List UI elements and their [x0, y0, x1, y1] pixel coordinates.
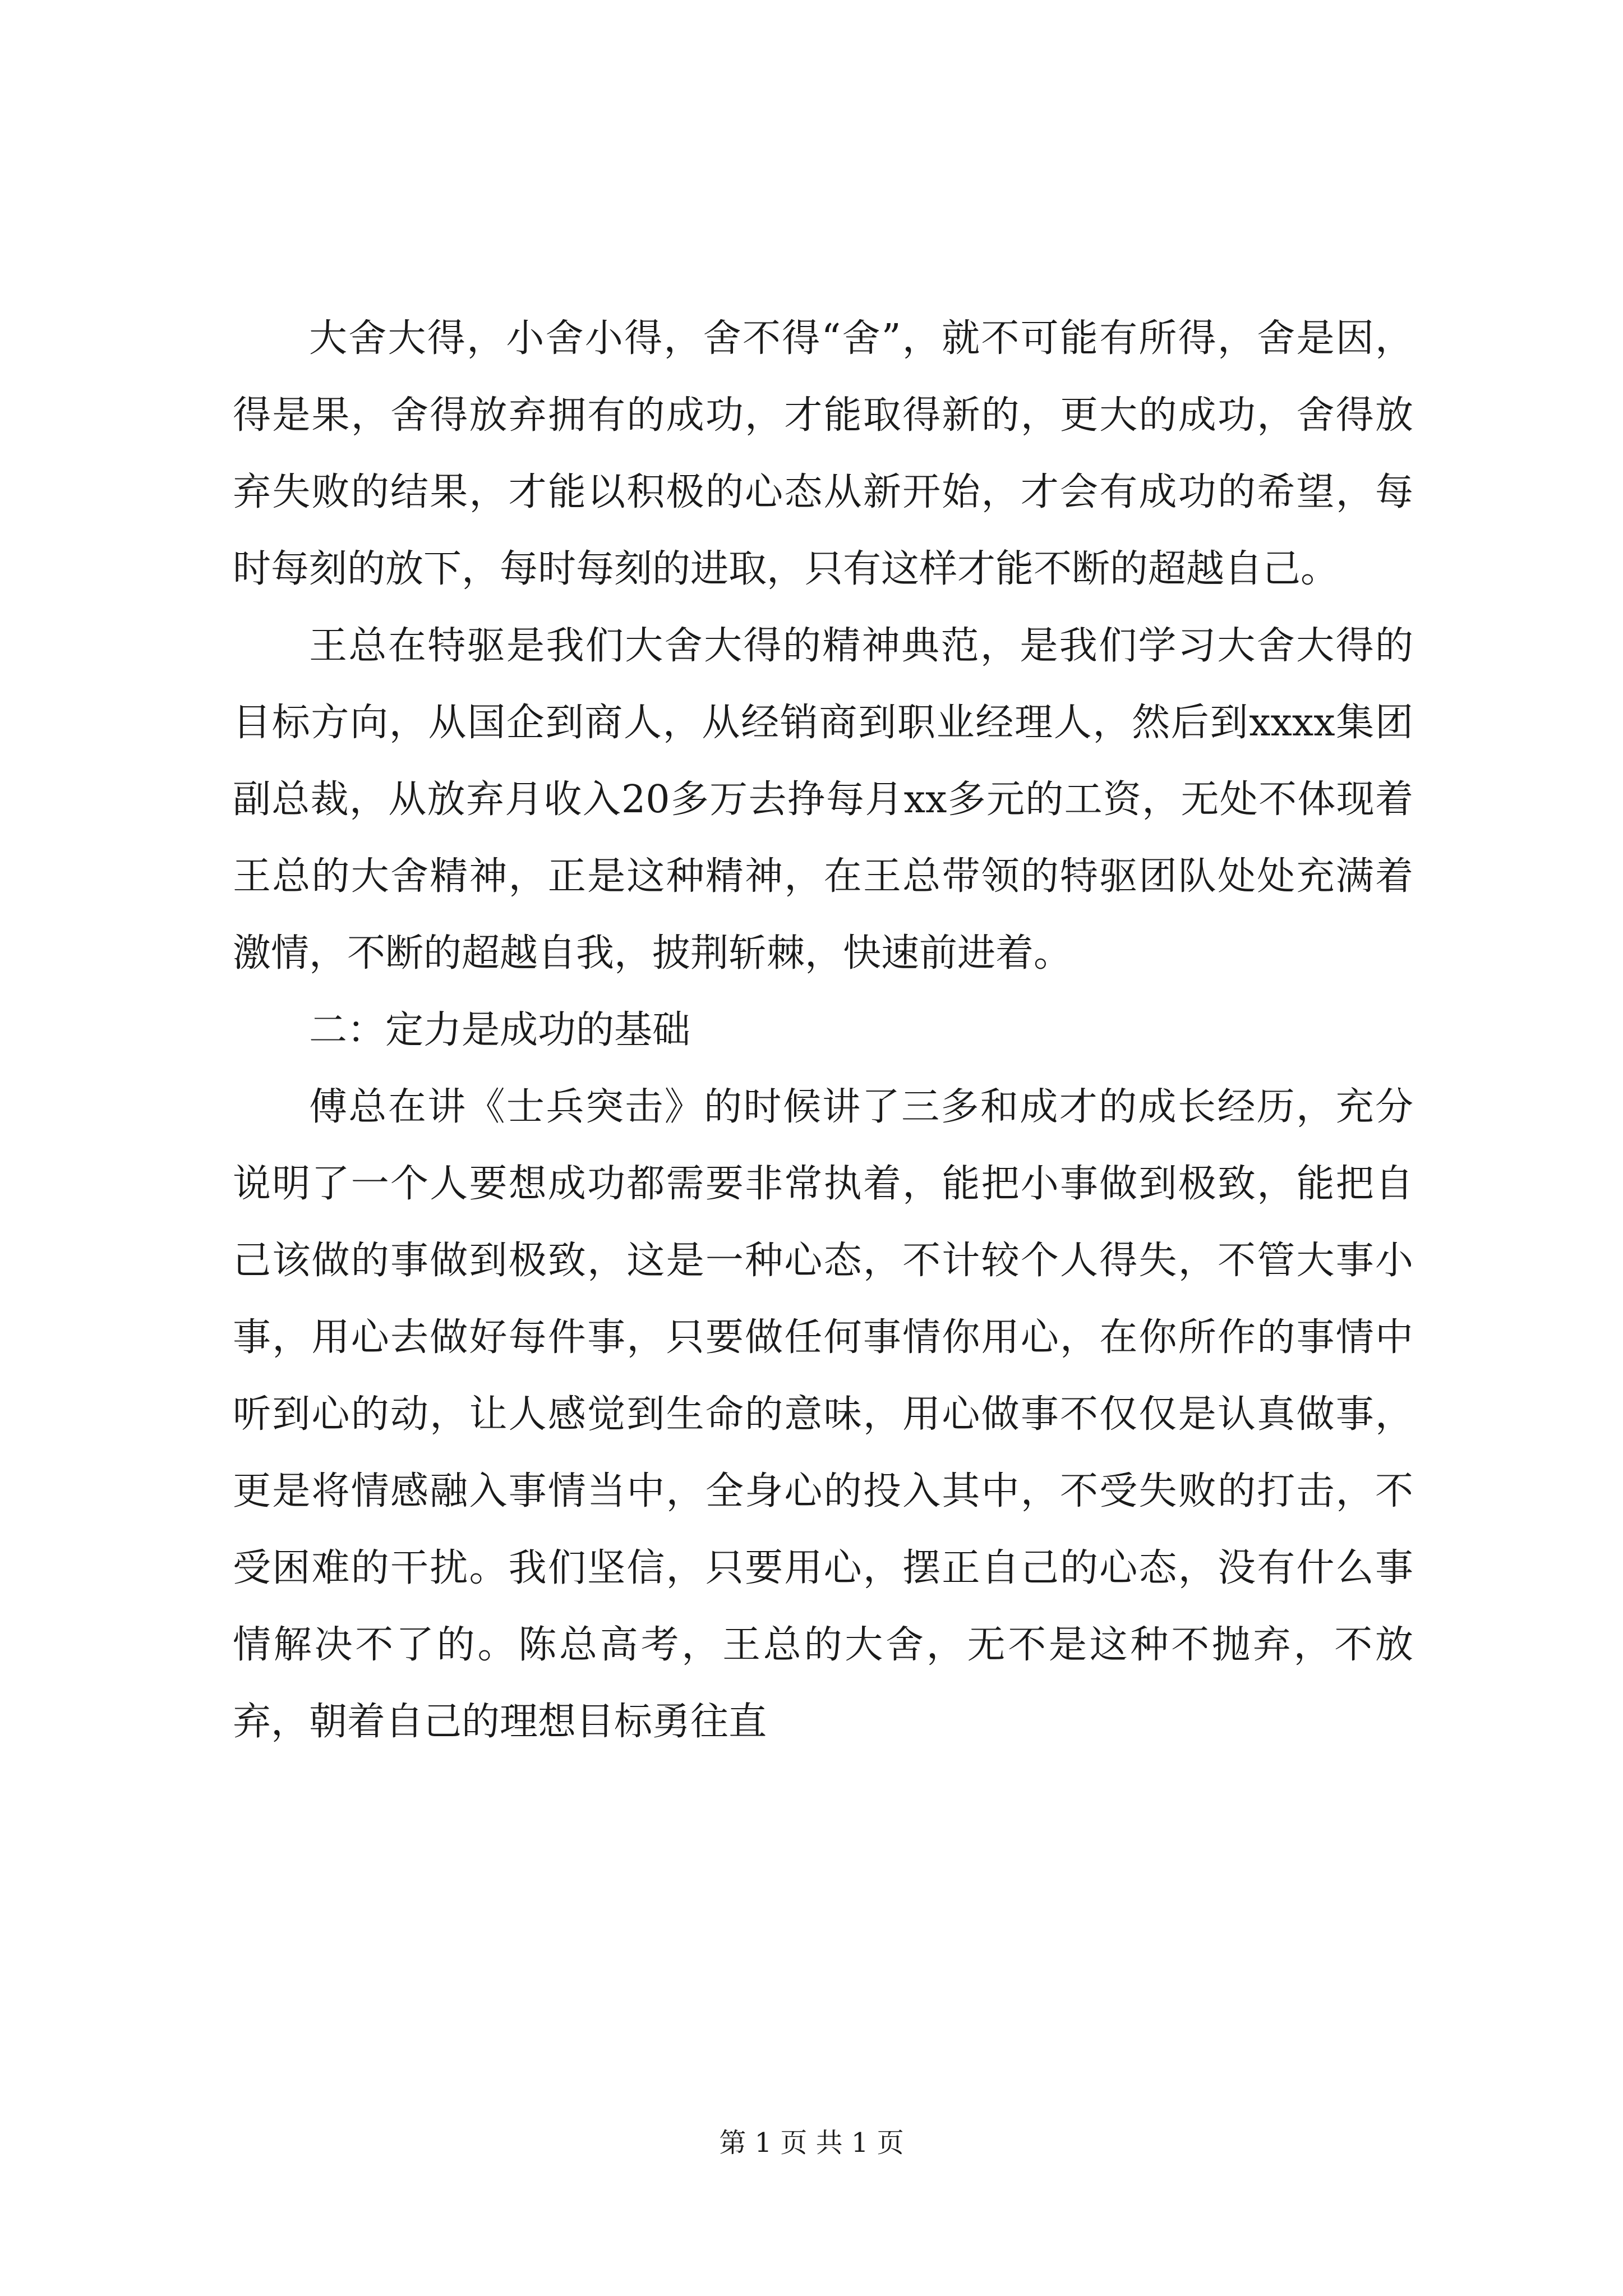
section-heading: 二：定力是成功的基础	[309, 1008, 691, 1052]
page-footer: 第 1 页 共 1 页	[719, 2127, 904, 2159]
document-body	[233, 300, 1413, 1760]
paragraph: 王总在特驱是我们大舍大得的精神典范，是我们学习大舍大得的目标方向，从国企到商人，从经销商到职业经理人，然后到xxxx集团副总裁，从放弃月收入20多万去挣每月xx多元的工资，无处不体现着王总的大舍精神，正是这种精神，在王总带领的特驱团队处处充满着激情，不断的超越自我，披荆斩棘，快速前进着。	[233, 624, 1413, 976]
paragraph: 傅总在讲《士兵突击》的时候讲了三多和成才的成长经历，充分说明了一个人要想成功都需要非常执着，能把小事做到极致，能把自己该做的事做到极致，这是一种心态，不计较个人得失，不管大事小事，用心去做好每件事，只要做任何事情你用心，在你所作的事情中听到心的动，让人感觉到生命的意味，用心做事不仅仅是认真做事，更是将情感融入事情当中，全身心的投入其中，不受失败的打击，不受困难的干扰。我们坚信，只要用心，摆正自己的心态，没有什么事情解决不了的。陈总高考，王总的大舍，无不是这种不抛弃，不放弃，朝着自己的理想目标勇往直	[233, 1085, 1413, 1744]
paragraph: 大舍大得，小舍小得，舍不得“舍”，就不可能有所得，舍是因，得是果，舍得放弃拥有的成功，才能取得新的，更大的成功，舍得放弃失败的结果，才能以积极的心态从新开始，才会有成功的希望，每时每刻的放下，每时每刻的进取，只有这样才能不断的超越自己。	[233, 316, 1413, 591]
